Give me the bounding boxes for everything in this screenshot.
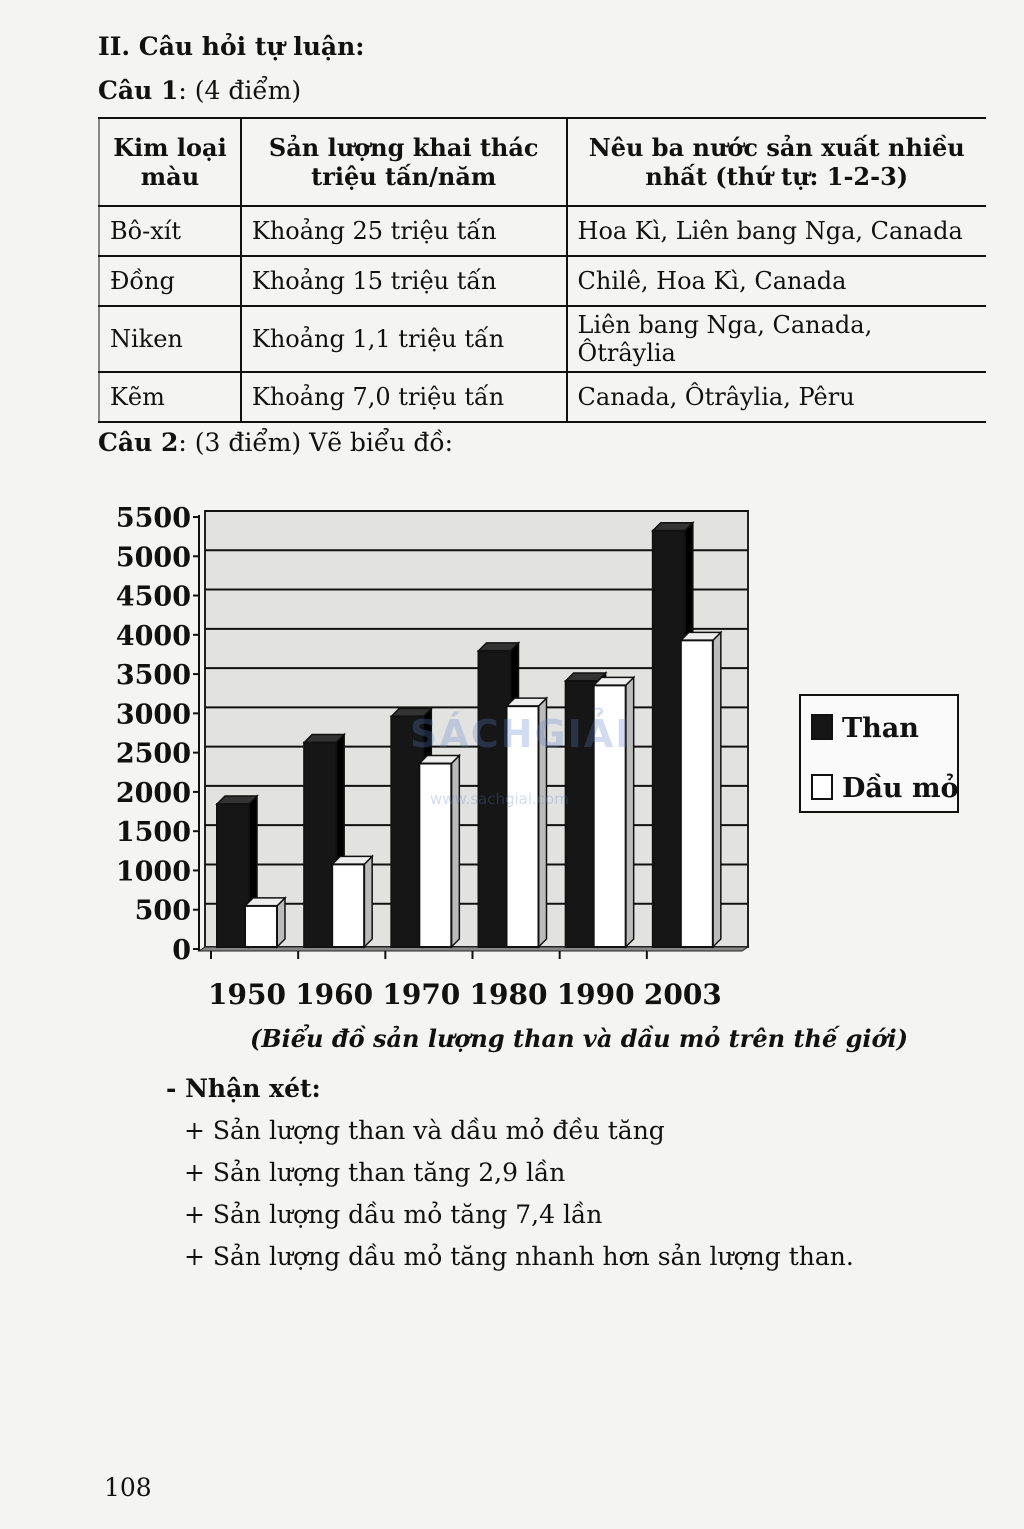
table-cell: Khoảng 1,1 triệu tấn — [241, 306, 567, 372]
legend-label-than: Than — [842, 713, 919, 744]
chart-caption: (Biểu đồ sản lượng than và dầu mỏ trên thế giới) — [250, 1024, 908, 1053]
table-cell: Chilê, Hoa Kì, Canada — [567, 256, 986, 306]
x-tick-label: 1990 — [556, 978, 635, 1011]
metals-table — [98, 117, 986, 423]
remark-item: + Sản lượng than và dầu mỏ đều tăng — [184, 1116, 665, 1145]
bar-dau-mo — [681, 640, 713, 947]
table-cell: Bô-xít — [99, 206, 241, 256]
table-cell: Hoa Kì, Liên bang Nga, Canada — [567, 206, 986, 256]
table-row — [99, 306, 986, 372]
table-row — [99, 372, 986, 422]
bar-top-dau-mo — [507, 698, 547, 706]
y-tick-label: 5000 — [115, 542, 191, 574]
y-tick-label: 4500 — [115, 581, 191, 613]
y-tick-label: 3000 — [115, 699, 191, 731]
bar-side-dau-mo — [364, 856, 372, 947]
table-row — [99, 206, 986, 256]
y-tick-label: 1500 — [115, 817, 191, 849]
bar-top-dau-mo — [594, 677, 634, 685]
remark-item: + Sản lượng than tăng 2,9 lần — [184, 1158, 566, 1187]
x-tick-label: 1950 — [208, 978, 286, 1011]
table-cell: Khoảng 15 triệu tấn — [241, 256, 567, 306]
bar-side-dau-mo — [713, 632, 721, 947]
table-cell: Khoảng 25 triệu tấn — [241, 206, 567, 256]
legend-swatch-than — [812, 715, 832, 739]
y-tick-label: 1000 — [115, 856, 191, 888]
x-tick-label: 1960 — [295, 978, 374, 1011]
x-tick-label: 1970 — [382, 978, 461, 1011]
chart-y-axis — [116, 503, 199, 966]
question-2-heading — [98, 428, 453, 457]
chart-legend — [800, 695, 959, 812]
table-header-output: Sản lượng khai thác triệu tấn/năm — [241, 118, 567, 206]
bar-dau-mo — [245, 906, 277, 947]
remarks — [166, 1068, 854, 1278]
y-tick-label: 0 — [172, 935, 191, 966]
x-tick-label: 2003 — [643, 978, 722, 1011]
legend-label-dau-mo: Dầu mỏ — [842, 773, 959, 804]
table-cell: Niken — [99, 306, 241, 372]
table-cell: Đồng — [99, 256, 241, 306]
watermark: SÁCHGIẢI — [410, 712, 632, 756]
bar-top-dau-mo — [419, 756, 459, 764]
bar-top-than — [653, 523, 693, 531]
bar-top-than — [479, 643, 519, 651]
y-tick-label: 2000 — [115, 777, 191, 809]
bar-top-dau-mo — [245, 898, 285, 906]
question-2-text: : (3 điểm) Vẽ biểu đồ: — [178, 428, 454, 457]
bar-side-dau-mo — [451, 756, 459, 947]
y-tick-label: 4000 — [115, 620, 191, 652]
question-2-label: Câu 2 — [98, 428, 179, 457]
y-tick-label: 2500 — [115, 738, 191, 770]
y-tick-label: 5500 — [115, 503, 191, 534]
x-tick-label: 1980 — [469, 978, 548, 1011]
table-cell: Kẽm — [99, 372, 241, 422]
y-tick-label: 3500 — [115, 660, 191, 692]
remark-item: + Sản lượng dầu mỏ tăng nhanh hơn sản lượng than. — [184, 1242, 854, 1271]
bar-top-dau-mo — [681, 632, 721, 640]
table-cell: Liên bang Nga, Canada, Ôtrâylia — [567, 306, 986, 372]
chart-x-axis — [208, 951, 722, 1011]
remarks-title: - Nhận xét: — [166, 1074, 321, 1103]
bar-top-than — [304, 735, 344, 743]
page-number: 108 — [104, 1473, 152, 1502]
question-1-heading — [98, 76, 301, 105]
table-cell: Canada, Ôtrâylia, Pêru — [567, 372, 986, 422]
section-heading: II. Câu hỏi tự luận: — [98, 32, 365, 61]
remark-item: + Sản lượng dầu mỏ tăng 7,4 lần — [184, 1200, 603, 1229]
legend-swatch-dau-mo — [812, 775, 832, 799]
table-header-row — [99, 118, 986, 206]
y-tick-label: 500 — [134, 895, 191, 927]
bar-top-than — [217, 796, 257, 804]
table-header-countries: Nêu ba nước sản xuất nhiều nhất (thứ tự: 1-2-3) — [567, 118, 986, 206]
table-header-metal: Kim loại màu — [99, 118, 241, 206]
table-cell: Khoảng 7,0 triệu tấn — [241, 372, 567, 422]
watermark-url: www.sachgiai.com — [430, 790, 569, 808]
question-1-points: : (4 điểm) — [178, 76, 302, 105]
bar-dau-mo — [332, 864, 364, 947]
bar-top-dau-mo — [332, 856, 372, 864]
table-row — [99, 256, 986, 306]
question-1-label: Câu 1 — [98, 76, 179, 105]
